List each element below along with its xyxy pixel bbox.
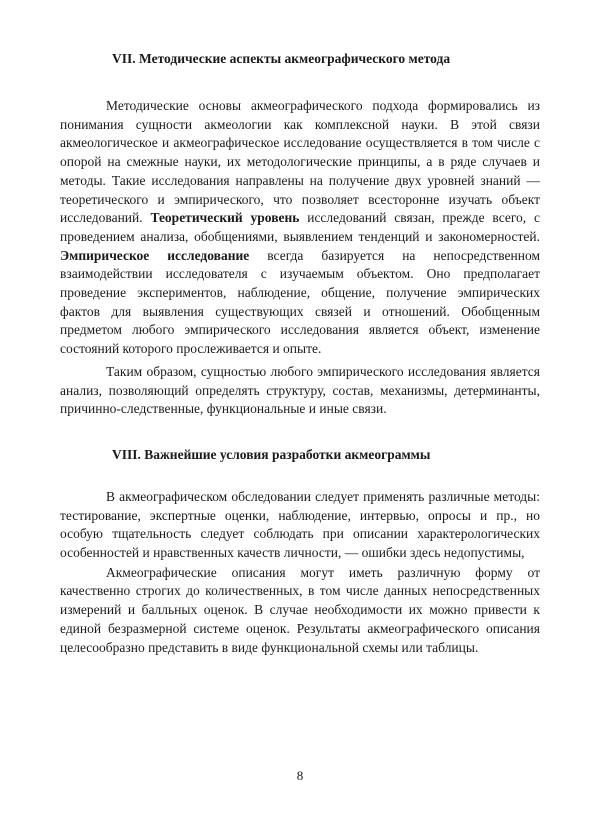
paragraph-methodical-foundations [60,97,540,359]
paragraph-text: Методические основы акмеографического подхода формировались из понимания сущности акмеологии как комплексной науки. В этой связи акмеологическое и акмеографическое исследование осуществляется в том числе с опорой на смежные науки, их методологические принципы, а в ряде случаев и методы. Такие исследования направлены на получение двух уровней знаний — теоретического и эмпирического, что позволяет всесторонне изучать объект исследований. [60,98,540,226]
paragraph-text: Акмеографические описания могут иметь различную форму от качественно строгих до количественных, в том числе данных непосредственных измерений и балльных оценок. В случае необходимости их можно привести к единой безразмерной системе оценок. Результаты акмеографического описания целесообразно представить в виде функциональной схемы или таблицы. [60,564,540,655]
page-content [60,50,540,657]
paragraph-text: В акмеографическом обследовании следует применять различные методы: тестирование, экспертные оценки, наблюдение, интервью, опросы и пр., но особую тщательность следует соблюдать при описании характерологических особенностей и нравственных качеств личности, — ошибки здесь недопустимы, [60,488,540,561]
paragraph-descriptions [60,564,540,658]
section-heading-viii: VIII. Важнейшие условия разработки акмеограммы [112,446,431,462]
bold-term-empirical-research: Эмпирическое исследование [60,247,250,263]
section-heading-vii: VII. Методические аспекты акмеографического метода [112,51,451,66]
paragraph-methods [60,488,540,563]
bold-term-theoretical-level: Теоретический уровень [150,210,300,226]
paragraph-text: Таким образом, сущностью любого эмпирического исследования является анализ, позволяющий определять структуру, состав, механизмы, детерминанты, причинно-следственные, функциональные и иные связи. [60,363,540,417]
paragraph-conclusion [60,363,540,419]
page-number: 8 [296,768,304,783]
paragraph-text: исследований связан, прежде всего, с проведением анализа, обобщениями, выявлением тенденций и закономерностей. [60,210,540,244]
paragraph-text: всегда базируется на непосредственном взаимодействии исследователя с изучаемым объектом. Оно предполагает проведение экспериментов, наблюдение, общение, получение эмпирических фактов для выявления существующих связей и отношений. Обобщенным предметом любого эмпирического исследования является объект, изменение состояний которого прослеживается и опыте. [60,247,540,357]
